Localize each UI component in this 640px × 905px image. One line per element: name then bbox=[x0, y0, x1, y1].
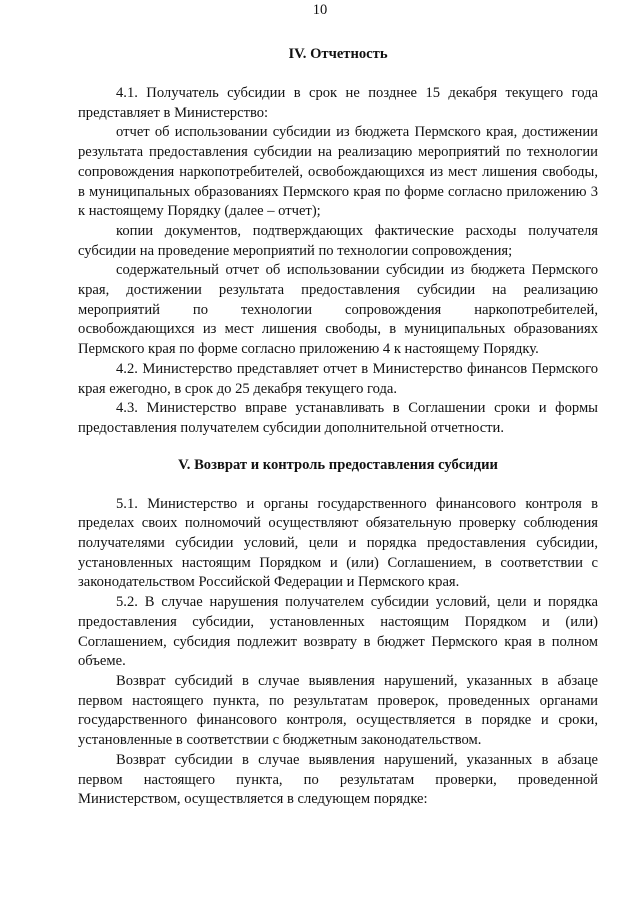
section-4-heading: IV. Отчетность bbox=[288, 46, 388, 62]
paragraph-5-2: 5.2. В случае нарушения получателем субсидии условий, цели и порядка предоставления субсидии, установленных настоящим Порядком и (или) Соглашением, субсидия подлежит возврату в бюджет Пермского края в полном объеме. bbox=[78, 594, 598, 670]
section-5-heading: V. Возврат и контроль предоставления субсидии bbox=[178, 456, 498, 473]
page-number: 10 bbox=[312, 2, 328, 18]
paragraph-4-1: 4.1. Получатель субсидии в срок не позднее 15 декабря текущего года представляет в Министерство: bbox=[78, 85, 598, 121]
paragraph-4-2: 4.2. Министерство представляет отчет в Министерство финансов Пермского края ежегодно, в срок до 25 декабря текущего года. bbox=[78, 360, 598, 397]
paragraph-content-report: содержательный отчет об использовании субсидии из бюджета Пермского края, достижении результата предоставления субсидии на реализацию мероприятий по технологии сопровождения наркопотребителей, освобождающихся из мест лишения свободы, в муниципальных образованиях Пермского края по форме согласно приложению 4 к настоящему Порядку. bbox=[78, 262, 598, 358]
paragraph-refund-ministry: Возврат субсидии в случае выявления нарушений, указанных в абзаце первом настоящего пункта, по результатам проверки, проведенной Министерством, осуществляется в следующем порядке: bbox=[78, 751, 598, 808]
paragraph-4-3: 4.3. Министерство вправе устанавливать в Соглашении сроки и формы предоставления получателем субсидии дополнительной отчетности. bbox=[78, 400, 598, 436]
paragraph-5-1: 5.1. Министерство и органы государственного финансового контроля в пределах своих полномочий осуществляют обязательную проверку соблюдения получателями субсидии условий, цели и порядка предоставления субсидии, установленных настоящим Порядком и (или) Соглашением, в соответствии с законодательством Российской Федерации и Пермского края. bbox=[78, 495, 598, 591]
paragraph-document-copies: копии документов, подтверждающих фактические расходы получателя субсидии на проведение мероприятий по технологии сопровождения; bbox=[78, 222, 598, 259]
document-body bbox=[78, 44, 598, 810]
paragraph-report: отчет об использовании субсидии из бюджета Пермского края, достижении результата предоставления субсидии на реализацию мероприятий по технологии сопровождения наркопотребителей, освобождающихся из мест лишения свободы, в муниципальных образованиях Пермского края по форме согласно приложению 3 к настоящему Порядку (далее – отчет); bbox=[78, 124, 598, 220]
paragraph-refund-control-bodies: Возврат субсидий в случае выявления нарушений, указанных в абзаце первом настоящего пункта, по результатам проверок, проведенных органами государственного финансового контроля, осуществляется в порядке и сроки, установленные в соответствии с бюджетным законодательством. bbox=[78, 672, 598, 749]
